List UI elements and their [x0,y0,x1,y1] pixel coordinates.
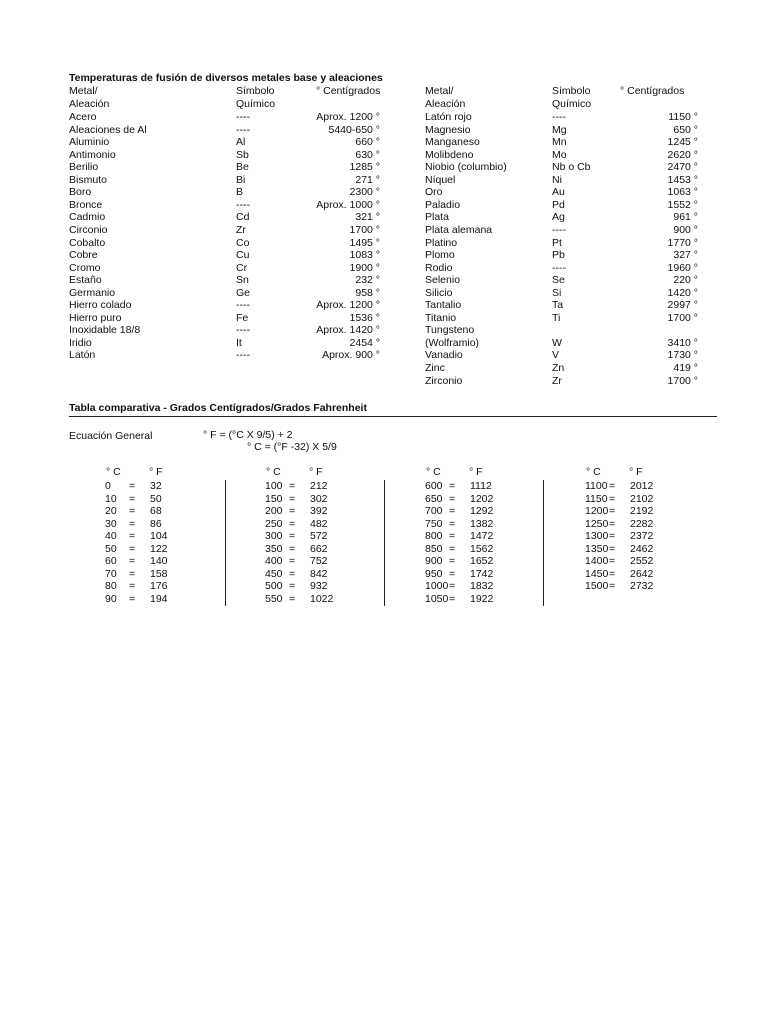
fahrenheit-value: 1472 [470,530,494,542]
metal-temp: Aprox. 1200 ° [316,299,380,312]
metal-temp: 327 ° [673,249,698,262]
metal-temp: 660 ° [355,136,380,149]
metal-name: Tantalio [425,299,462,312]
equals-sign: = [129,530,136,542]
metal-symbol: Bi [236,173,246,186]
metal-name: Circonio [69,223,108,236]
celsius-value: 900 [425,555,443,567]
metal-symbol: Mn [552,136,567,149]
metal-name: Selenio [425,274,461,287]
metal-symbol: Be [236,161,249,174]
fahrenheit-value: 752 [310,555,328,567]
metal-temp: 419 ° [673,362,698,374]
metal-symbol: ---- [236,324,250,337]
header-fahrenheit: ° F [629,466,643,478]
header-fahrenheit: ° F [149,466,163,478]
metal-symbol: Pb [552,249,565,262]
metal-name: Cadmio [69,211,106,224]
fahrenheit-value: 104 [150,530,168,542]
celsius-value: 0 [105,480,111,492]
metal-symbol: Au [552,186,565,199]
left-header-symbol-2: Químico [236,98,276,110]
equals-sign: = [449,517,456,530]
fahrenheit-value: 1202 [470,492,494,505]
metal-symbol: Pd [552,198,565,211]
header-celsius: ° C [426,466,441,478]
metal-temp: 5440-650 ° [328,123,380,136]
equals-sign: = [609,480,616,492]
right-header-temp: ° Centígrados [620,85,685,97]
metal-symbol: ---- [552,223,566,236]
metal-name: Hierro puro [69,311,122,324]
equals-sign: = [449,530,456,542]
celsius-value: 750 [425,517,443,530]
column-divider [543,480,544,606]
equals-sign: = [289,480,296,492]
metal-symbol: ---- [552,261,566,274]
metal-name: Cobalto [69,236,106,249]
metal-name: Bismuto [69,173,107,186]
metal-symbol: Zn [552,362,565,374]
equals-sign: = [129,580,136,592]
fahrenheit-value: 2102 [630,492,654,505]
metal-symbol: B [236,186,244,199]
equals-sign: = [609,555,616,567]
fahrenheit-value: 86 [150,517,162,530]
metal-name: Oro [425,186,443,199]
equals-sign: = [129,480,136,492]
celsius-value: 150 [265,492,283,505]
metal-symbol: Ag [552,211,565,224]
equals-sign: = [289,492,296,505]
fahrenheit-value: 2732 [630,580,654,592]
section-divider [69,416,717,417]
celsius-value: 30 [105,517,117,530]
metal-symbol: Nb o Cb [552,161,591,174]
metal-temp: 232 ° [355,274,380,287]
celsius-value: 1400 [585,555,609,567]
fahrenheit-value: 392 [310,505,328,517]
metal-name: Berilio [69,161,99,174]
header-celsius: ° C [586,466,601,478]
celsius-value: 60 [105,555,117,567]
equals-sign: = [609,517,616,530]
metal-symbol: Mg [552,123,567,136]
fahrenheit-value: 842 [310,567,328,580]
equals-sign: = [449,492,456,505]
metal-temp: 1420 ° [667,286,698,299]
fahrenheit-value: 1922 [470,592,494,605]
celsius-value: 1350 [585,542,609,555]
metal-temp: 271 ° [355,173,380,186]
left-header-symbol-1: Símbolo [236,85,275,97]
metal-temp: Aprox. 900 ° [322,349,380,362]
celsius-value: 1150 [585,492,608,505]
metal-symbol: Ge [236,286,251,299]
right-header-symbol-2: Químico [552,98,592,110]
celsius-value: 80 [105,580,117,592]
metal-name: Manganeso [425,136,480,149]
metal-name: Rodio [425,261,453,274]
fahrenheit-value: 140 [150,555,168,567]
metal-name: Iridio [69,336,92,349]
left-header-metal-2: Aleación [69,98,110,110]
metal-symbol: ---- [236,123,250,136]
metal-name: (Wolframio) [425,336,480,349]
equals-sign: = [129,505,136,517]
equals-sign: = [289,567,296,580]
fahrenheit-value: 482 [310,517,328,530]
celsius-value: 20 [105,505,117,517]
equals-sign: = [129,542,136,555]
metal-temp: 1700 ° [667,374,698,387]
metal-name: Aluminio [69,136,110,149]
equals-sign: = [609,542,616,555]
equals-sign: = [129,555,136,567]
fahrenheit-value: 2642 [630,567,654,580]
celsius-value: 800 [425,530,443,542]
equals-sign: = [449,480,456,492]
metal-symbol: Zr [236,223,246,236]
metal-temp: 1536 ° [349,311,380,324]
metal-name: Zirconio [425,374,463,387]
metal-symbol: Sn [236,274,249,287]
metal-temp: 2620 ° [667,148,698,161]
metal-temp: 3410 ° [667,336,698,349]
celsius-value: 1500 [585,580,609,592]
fahrenheit-value: 1022 [310,592,334,605]
celsius-value: 40 [105,530,117,542]
metal-temp: 220 ° [673,274,698,287]
metal-temp: 1063 ° [667,186,698,199]
metal-symbol: V [552,349,560,362]
metal-symbol: Co [236,236,250,249]
equals-sign: = [289,555,296,567]
fahrenheit-value: 176 [150,580,168,592]
fahrenheit-value: 50 [150,492,162,505]
column-divider [225,480,226,606]
metal-name: Platino [425,236,458,249]
metal-symbol: Ta [552,299,564,312]
celsius-value: 90 [105,592,117,605]
equals-sign: = [609,567,616,580]
metal-temp: 1700 ° [667,311,698,324]
celsius-value: 1200 [585,505,609,517]
fahrenheit-value: 122 [150,542,168,555]
metal-temp: 1150 ° [668,111,698,123]
metal-temp: Aprox. 1200 ° [316,111,380,123]
equals-sign: = [289,505,296,517]
metal-temp: 630 ° [355,148,380,161]
celsius-value: 450 [265,567,283,580]
celsius-value: 1100 [585,480,608,492]
right-header-symbol-1: Símbolo [552,85,591,97]
fahrenheit-value: 2462 [630,542,654,555]
equation-celsius: ° C = (°F -32) X 5/9 [247,441,337,453]
right-header-metal-2: Aleación [425,98,466,110]
metal-name: Cromo [69,261,101,274]
metal-symbol: ---- [236,349,250,362]
metal-name: Zinc [425,362,445,374]
metal-name: Magnesio [425,123,471,136]
equals-sign: = [289,592,296,605]
metal-symbol: W [552,336,562,349]
celsius-value: 1450 [585,567,609,580]
equals-sign: = [129,592,136,605]
fahrenheit-value: 1382 [470,517,494,530]
metal-name: Latón rojo [425,111,472,123]
fahrenheit-value: 302 [310,492,328,505]
celsius-value: 400 [265,555,283,567]
melting-title: Temperaturas de fusión de diversos metales base y aleaciones [69,72,383,84]
metal-name: Germanio [69,286,116,299]
metal-symbol: Se [552,274,565,287]
fahrenheit-value: 2012 [630,480,654,492]
celsius-value: 70 [105,567,117,580]
equals-sign: = [129,492,136,505]
fahrenheit-value: 2192 [630,505,654,517]
metal-symbol: Zr [552,374,562,387]
header-celsius: ° C [106,466,121,478]
equals-sign: = [609,580,616,592]
equation-label: Ecuación General [69,430,153,442]
metal-temp: 1453 ° [667,173,698,186]
metal-name: Boro [69,186,92,199]
fahrenheit-value: 2372 [630,530,654,542]
metal-name: Aleaciones de Al [69,123,147,136]
metal-name: Bronce [69,198,103,211]
metal-name: Acero [69,111,97,123]
metal-temp: 1960 ° [667,261,698,274]
metal-temp: 1083 ° [349,249,380,262]
metal-name: Plomo [425,249,455,262]
celsius-value: 1050 [425,592,449,605]
celsius-value: 200 [265,505,283,517]
metal-name: Molibdeno [425,148,474,161]
metal-symbol: ---- [236,198,250,211]
celsius-value: 10 [105,492,117,505]
equals-sign: = [289,530,296,542]
equation-fahrenheit: ° F = (°C X 9/5) + 2 [203,429,293,441]
metal-temp: 1900 ° [349,261,380,274]
metal-temp: 2454 ° [349,336,380,349]
conversion-title: Tabla comparativa - Grados Centígrados/Grados Fahrenheit [69,402,367,414]
metal-name: Silicio [425,286,453,299]
right-header-metal-1: Metal/ [425,85,454,97]
equals-sign: = [289,517,296,530]
metal-symbol: Al [236,136,246,149]
fahrenheit-value: 2282 [630,517,654,530]
celsius-value: 950 [425,567,443,580]
equals-sign: = [129,567,136,580]
celsius-value: 50 [105,542,117,555]
metal-temp: 1285 ° [349,161,380,174]
fahrenheit-value: 932 [310,580,328,592]
metal-temp: 958 ° [355,286,380,299]
metal-temp: 900 ° [673,223,698,236]
equals-sign: = [449,555,456,567]
equals-sign: = [449,567,456,580]
metal-temp: 2470 ° [667,161,698,174]
equals-sign: = [449,542,456,555]
celsius-value: 500 [265,580,283,592]
celsius-value: 100 [265,480,283,492]
celsius-value: 600 [425,480,443,492]
metal-name: Níquel [425,173,456,186]
celsius-value: 1000 [425,580,449,592]
equals-sign: = [609,492,616,505]
metal-name: Tungsteno [425,324,475,337]
equals-sign: = [609,530,616,542]
equals-sign: = [289,580,296,592]
metal-name: Latón [69,349,96,362]
fahrenheit-value: 1742 [470,567,494,580]
metal-symbol: Sb [236,148,249,161]
metal-symbol: It [236,336,242,349]
metal-name: Antimonio [69,148,116,161]
metal-temp: 321 ° [355,211,380,224]
celsius-value: 1300 [585,530,609,542]
metal-symbol: ---- [236,111,250,123]
equals-sign: = [449,592,456,605]
metal-symbol: Si [552,286,562,299]
left-header-metal-1: Metal/ [69,85,98,97]
celsius-value: 300 [265,530,283,542]
equals-sign: = [609,505,616,517]
metal-temp: 2997 ° [667,299,698,312]
celsius-value: 550 [265,592,283,605]
fahrenheit-value: 662 [310,542,328,555]
header-fahrenheit: ° F [309,466,323,478]
metal-symbol: Pt [552,236,562,249]
metal-temp: Aprox. 1420 ° [316,324,380,337]
metal-name: Niobio (columbio) [425,161,507,174]
metal-temp: 2300 ° [349,186,380,199]
celsius-value: 1250 [585,517,609,530]
metal-symbol: Ni [552,173,562,186]
metal-name: Cobre [69,249,98,262]
metal-temp: 961 ° [673,211,698,224]
left-header-temp: ° Centígrados [316,85,381,97]
header-celsius: ° C [266,466,281,478]
celsius-value: 650 [425,492,443,505]
metal-name: Titanio [425,311,457,324]
fahrenheit-value: 212 [310,480,328,492]
fahrenheit-value: 1112 [470,480,492,492]
metal-temp: 1245 ° [667,136,698,149]
fahrenheit-value: 1652 [470,555,494,567]
metal-name: Estaño [69,274,102,287]
column-divider [384,480,385,606]
metal-symbol: Cd [236,211,250,224]
celsius-value: 350 [265,542,283,555]
fahrenheit-value: 2552 [630,555,654,567]
celsius-value: 700 [425,505,443,517]
metal-symbol: Mo [552,148,567,161]
metal-temp: 650 ° [673,123,698,136]
metal-symbol: ---- [552,111,566,123]
fahrenheit-value: 572 [310,530,328,542]
metal-name: Vanadio [425,349,463,362]
equals-sign: = [129,517,136,530]
celsius-value: 850 [425,542,443,555]
fahrenheit-value: 1832 [470,580,494,592]
metal-temp: 1552 ° [667,198,698,211]
fahrenheit-value: 1292 [470,505,494,517]
equals-sign: = [449,505,456,517]
metal-temp: 1730 ° [667,349,698,362]
metal-temp: 1495 ° [349,236,380,249]
fahrenheit-value: 68 [150,505,162,517]
metal-name: Hierro colado [69,299,132,312]
header-fahrenheit: ° F [469,466,483,478]
metal-name: Paladio [425,198,461,211]
metal-temp: 1770 ° [667,236,698,249]
equals-sign: = [449,580,456,592]
fahrenheit-value: 194 [150,592,168,605]
equals-sign: = [289,542,296,555]
fahrenheit-value: 158 [150,567,168,580]
metal-symbol: Cr [236,261,248,274]
metal-symbol: Ti [552,311,561,324]
metal-symbol: Cu [236,249,250,262]
metal-temp: Aprox. 1000 ° [316,198,380,211]
metal-name: Inoxidable 18/8 [69,324,141,337]
fahrenheit-value: 32 [150,480,162,492]
metal-name: Plata alemana [425,223,493,236]
metal-temp: 1700 ° [349,223,380,236]
fahrenheit-value: 1562 [470,542,494,555]
metal-symbol: ---- [236,299,250,312]
metal-symbol: Fe [236,311,249,324]
celsius-value: 250 [265,517,283,530]
metal-name: Plata [425,211,449,224]
